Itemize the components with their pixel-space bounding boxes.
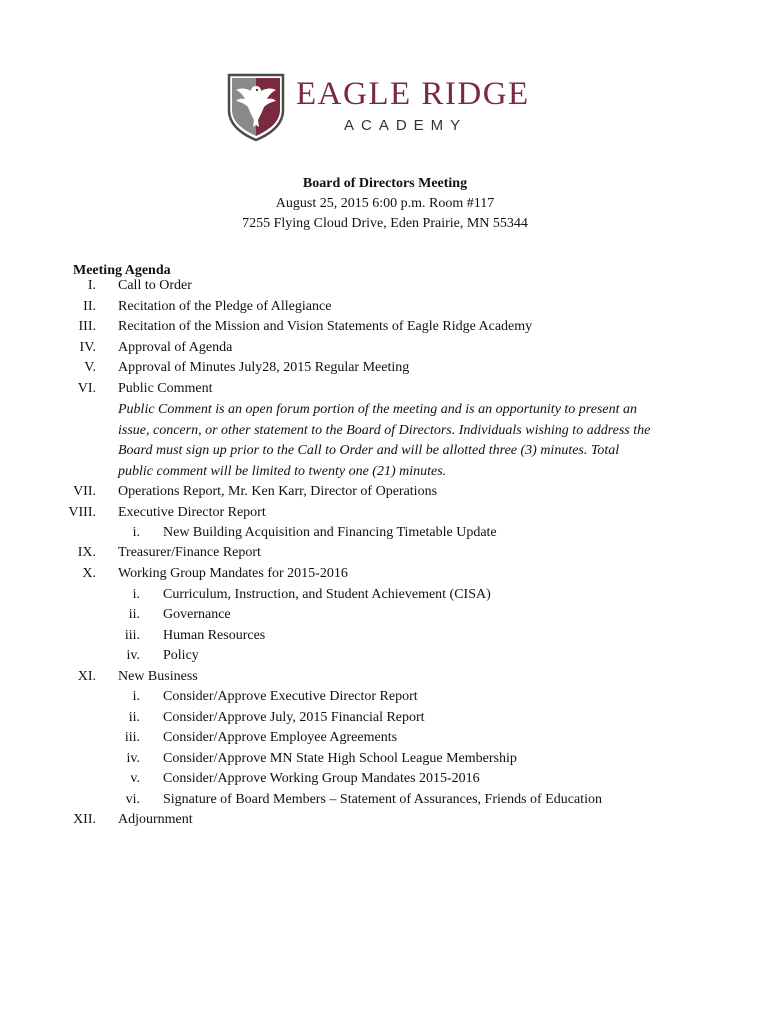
agenda-subitem-number: ii. bbox=[128, 710, 140, 725]
logo-name: EAGLE RIDGE bbox=[296, 76, 530, 112]
agenda-subitem-text: Consider/Approve MN State High School League Membership bbox=[163, 751, 517, 766]
agenda-item-number: XI. bbox=[77, 669, 96, 684]
agenda-item-number: I. bbox=[87, 278, 96, 293]
agenda-subitem-number: vi. bbox=[125, 792, 140, 807]
agenda-subitem-number: i. bbox=[132, 689, 140, 704]
agenda-item-text: Operations Report, Mr. Ken Karr, Director of Operations bbox=[118, 484, 438, 499]
agenda-item-text: Executive Director Report bbox=[118, 505, 266, 520]
agenda-item-text: Adjournment bbox=[118, 812, 193, 827]
agenda-item-number: VIII. bbox=[68, 505, 96, 520]
agenda-item-number: III. bbox=[78, 319, 96, 334]
public-comment-note-line: public comment will be limited to twenty one (21) minutes. bbox=[118, 463, 447, 479]
eagle-shield-icon bbox=[226, 72, 286, 142]
agenda-subitem-text: New Building Acquisition and Financing Timetable Update bbox=[163, 525, 497, 540]
agenda-item-text: New Business bbox=[118, 669, 198, 684]
agenda-item-number: II. bbox=[83, 299, 96, 314]
agenda-subitem-number: iv. bbox=[126, 751, 140, 766]
agenda-subitem-text: Human Resources bbox=[163, 628, 266, 643]
agenda-item-text: Recitation of the Pledge of Allegiance bbox=[118, 299, 332, 314]
agenda-item-number: V. bbox=[84, 360, 96, 375]
agenda-item-text: Public Comment bbox=[118, 381, 213, 396]
agenda-subitem-text: Policy bbox=[163, 648, 199, 663]
logo-subtitle: ACADEMY bbox=[344, 117, 468, 134]
agenda-subitem-number: iii. bbox=[124, 628, 140, 643]
agenda-item-text: Call to Order bbox=[118, 278, 192, 293]
agenda-subitem-text: Consider/Approve Employee Agreements bbox=[163, 730, 398, 745]
public-comment-note-line: Board must sign up prior to the Call to Order and will be allotted three (3) minutes. Total bbox=[118, 443, 620, 458]
agenda-item-number: IV. bbox=[79, 340, 96, 355]
agenda-title: Meeting Agenda bbox=[73, 263, 171, 278]
meeting-address: 7255 Flying Cloud Drive, Eden Prairie, MN 55344 bbox=[242, 216, 528, 231]
agenda-subitem-text: Signature of Board Members – Statement of Assurances, Friends of Education bbox=[163, 792, 602, 807]
agenda-item-number: X. bbox=[82, 566, 96, 581]
agenda-item-text: Treasurer/Finance Report bbox=[118, 545, 261, 560]
meeting-header bbox=[0, 174, 770, 234]
agenda-subitem-number: iii. bbox=[124, 730, 140, 745]
agenda-item-text: Approval of Agenda bbox=[118, 340, 233, 355]
agenda-item-text: Recitation of the Mission and Vision Statements of Eagle Ridge Academy bbox=[118, 319, 533, 334]
public-comment-note-line: issue, concern, or other statement to the Board of Directors. Individuals wishing to address the bbox=[118, 422, 651, 438]
agenda-subitem-text: Consider/Approve Working Group Mandates 2015-2016 bbox=[163, 771, 480, 786]
agenda-subitem-text: Curriculum, Instruction, and Student Achievement (CISA) bbox=[163, 587, 491, 602]
agenda-subitem-text: Consider/Approve Executive Director Report bbox=[163, 689, 418, 704]
meeting-date: August 25, 2015 6:00 p.m. Room #117 bbox=[275, 196, 495, 211]
agenda-subitem-number: i. bbox=[132, 587, 140, 602]
eagle-ridge-logo bbox=[226, 72, 556, 144]
agenda-item-number: XII. bbox=[73, 812, 96, 827]
agenda-item-number: VII. bbox=[73, 484, 96, 499]
agenda-subitem-number: i. bbox=[132, 525, 140, 540]
agenda-subitem-number: v. bbox=[130, 771, 140, 786]
agenda-item-number: IX. bbox=[77, 545, 96, 560]
agenda-item-text: Working Group Mandates for 2015-2016 bbox=[118, 566, 348, 581]
public-comment-note bbox=[118, 400, 718, 482]
public-comment-note-line: Public Comment is an open forum portion of the meeting and is an opportunity to present an bbox=[118, 402, 637, 417]
agenda-item-number: VI. bbox=[77, 381, 96, 396]
meeting-title: Board of Directors Meeting bbox=[302, 176, 468, 191]
agenda-subitem-number: iv. bbox=[126, 648, 140, 663]
agenda-item-text: Approval of Minutes July28, 2015 Regular Meeting bbox=[118, 360, 410, 375]
agenda-subitem-text: Governance bbox=[163, 607, 231, 622]
agenda-subitem-number: ii. bbox=[128, 607, 140, 622]
agenda-subitem-text: Consider/Approve July, 2015 Financial Report bbox=[163, 710, 425, 725]
